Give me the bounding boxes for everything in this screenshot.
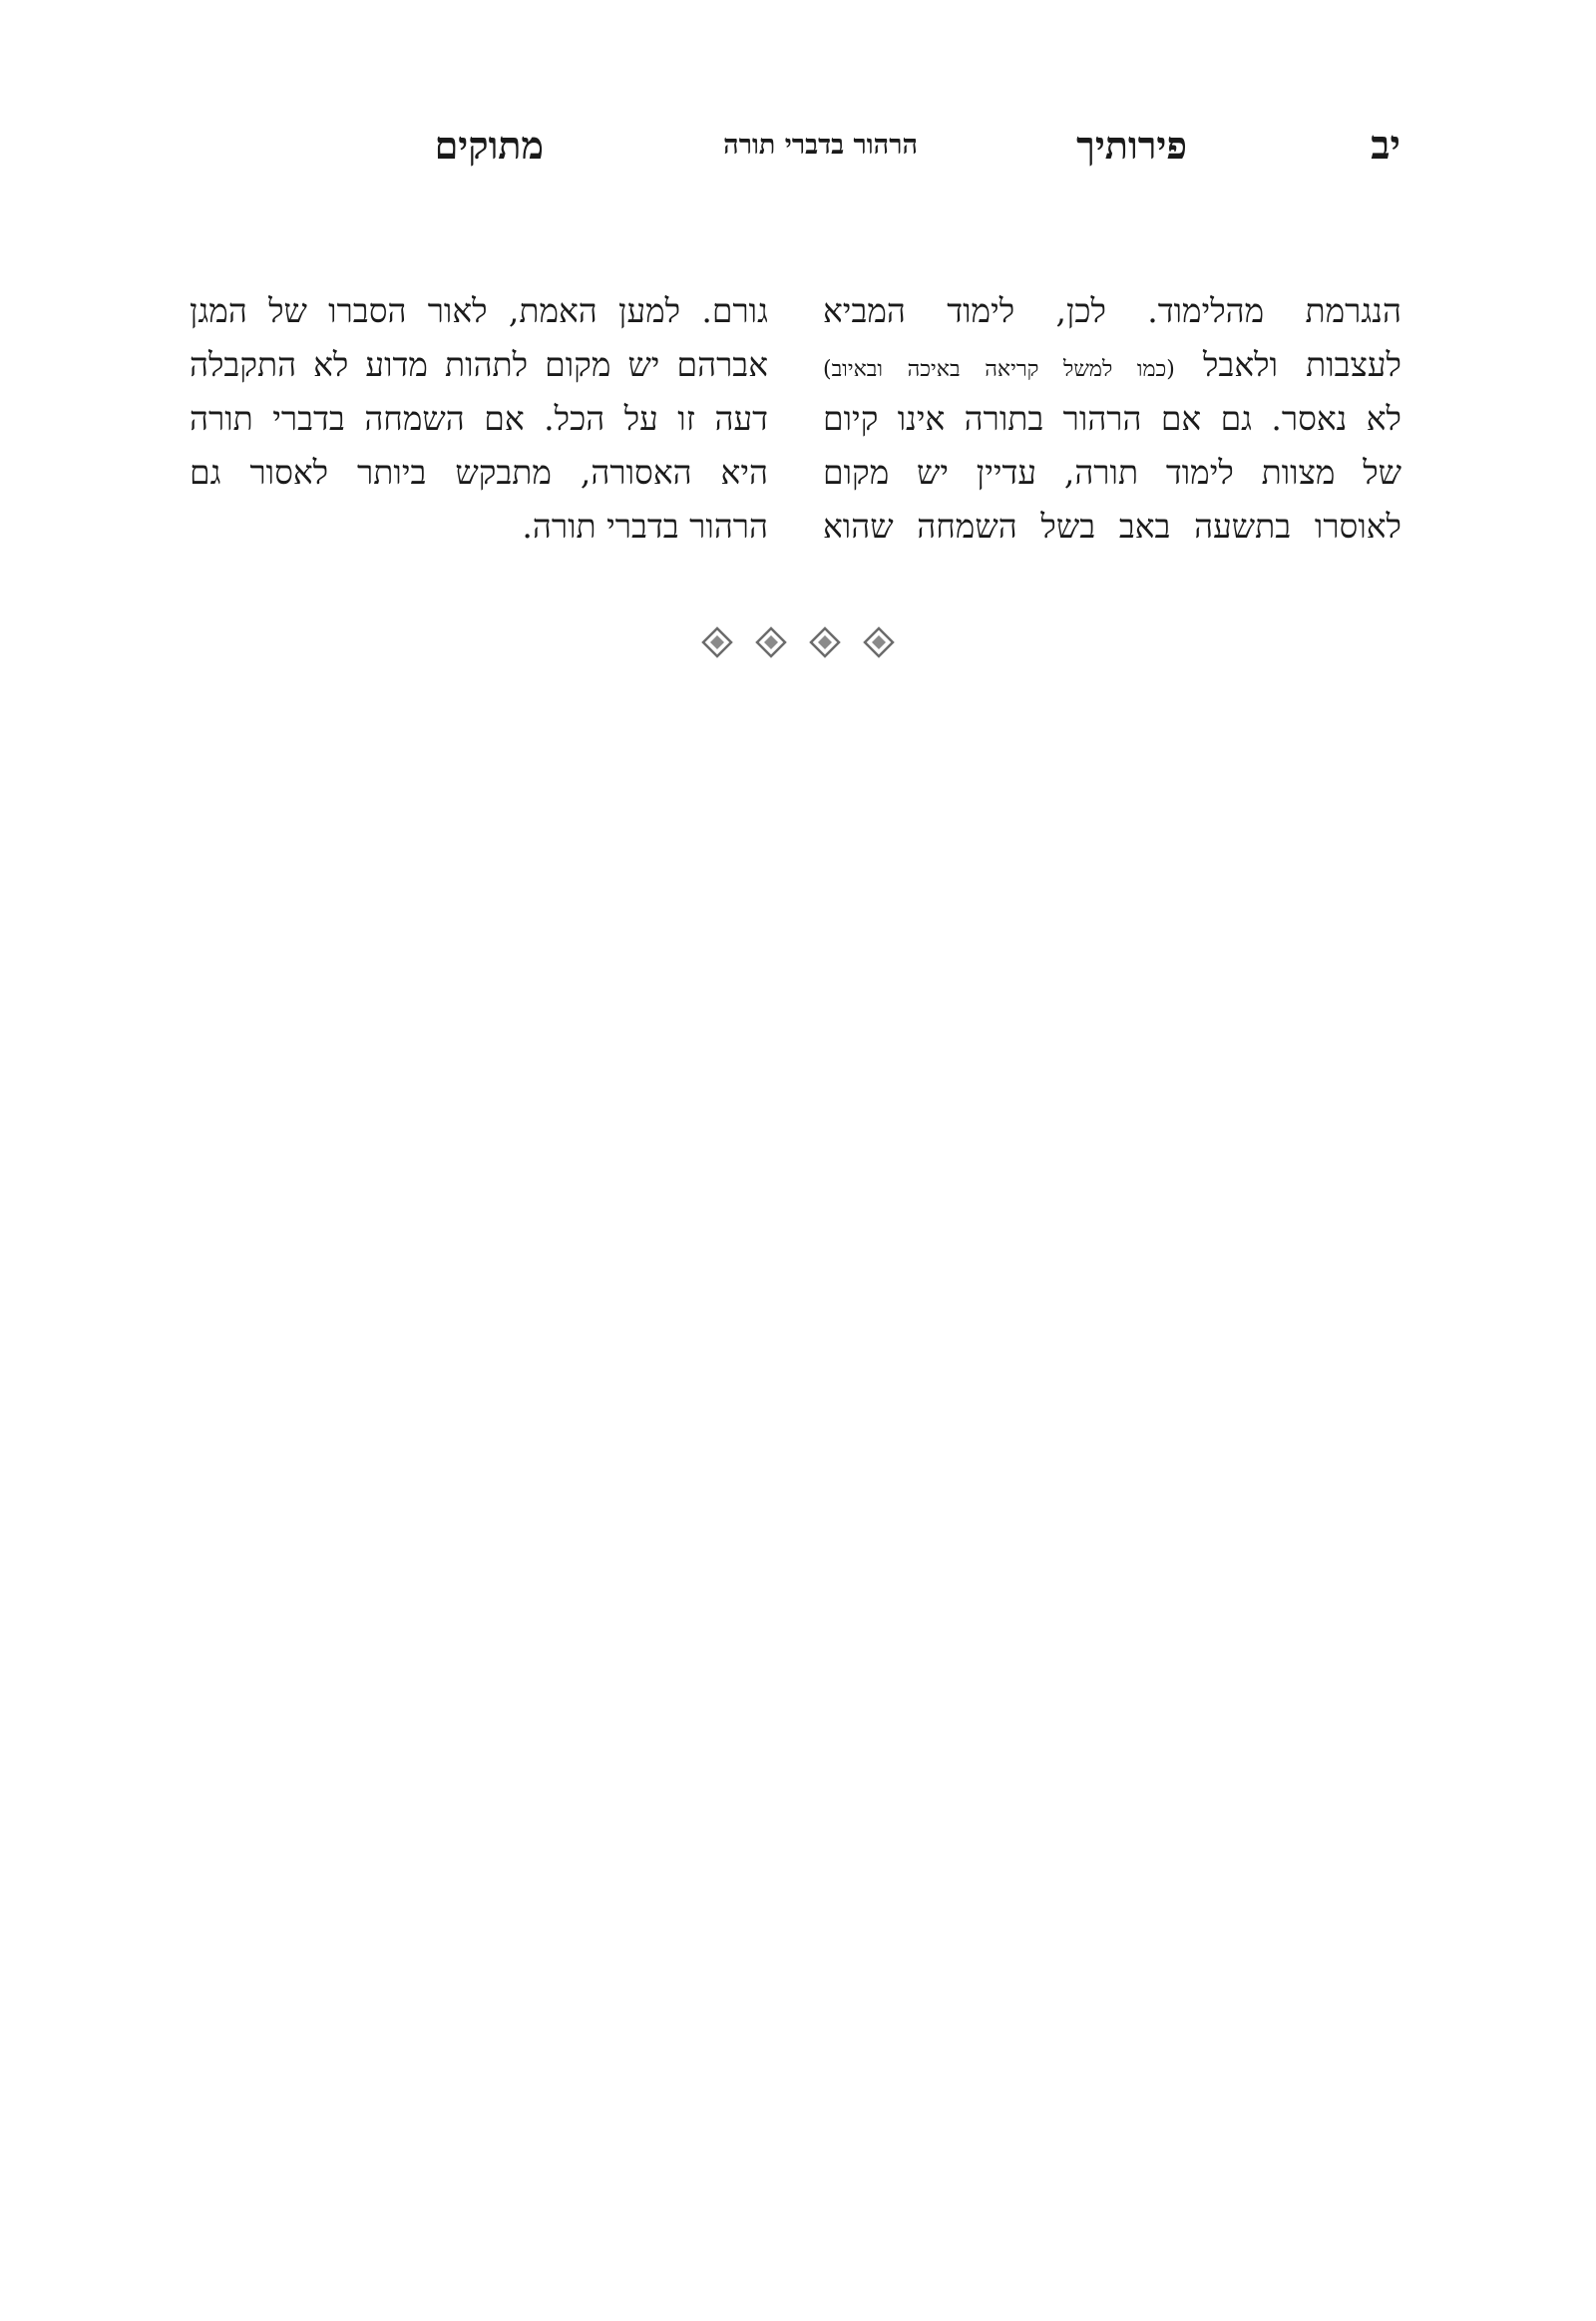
text-line: דעה זו על הכל. אם השמחה בדברי תורה: [190, 399, 768, 438]
chapter-title: הרהור בדברי תורה: [723, 130, 918, 161]
diamond-ornament-icon: [809, 626, 841, 658]
diamond-ornament-icon: [755, 626, 787, 658]
text-line: גורם. למען האמת, לאור הסברו של המגן: [190, 291, 768, 330]
page-number: יב: [1371, 122, 1400, 169]
text-fragment: לעצבות ולאבל: [1202, 345, 1401, 384]
diamond-ornament-icon: [701, 626, 733, 658]
text-line: הרהור בדברי תורה.: [522, 507, 768, 546]
running-header: [0, 116, 1596, 176]
text-line: לאוסרו בתשעה באב בשל השמחה שהוא: [823, 507, 1401, 546]
text-line: אברהם יש מקום לתהות מדוע לא התקבלה: [190, 345, 768, 384]
right-column: [823, 284, 1401, 554]
text-line: של מצוות לימוד תורה, עדיין יש מקום: [823, 453, 1401, 492]
section-divider: [0, 626, 1596, 658]
text-line: [823, 338, 1401, 392]
left-column: [190, 284, 768, 554]
text-line: הנגרמת מהלימוד. לכן, לימוד המביא: [823, 291, 1401, 330]
book-title-right: פירותיך: [1076, 123, 1187, 168]
diamond-ornament-icon: [863, 626, 895, 658]
text-line: היא האסורה, מתבקש ביותר לאסור גם: [190, 453, 768, 492]
book-title-left: מתוקים: [434, 123, 544, 168]
text-line: לא נאסר. גם אם הרהור בתורה אינו קיום: [823, 399, 1401, 438]
parenthetical-note: (כמו למשל קריאה באיכה ובאיוב): [823, 357, 1175, 382]
